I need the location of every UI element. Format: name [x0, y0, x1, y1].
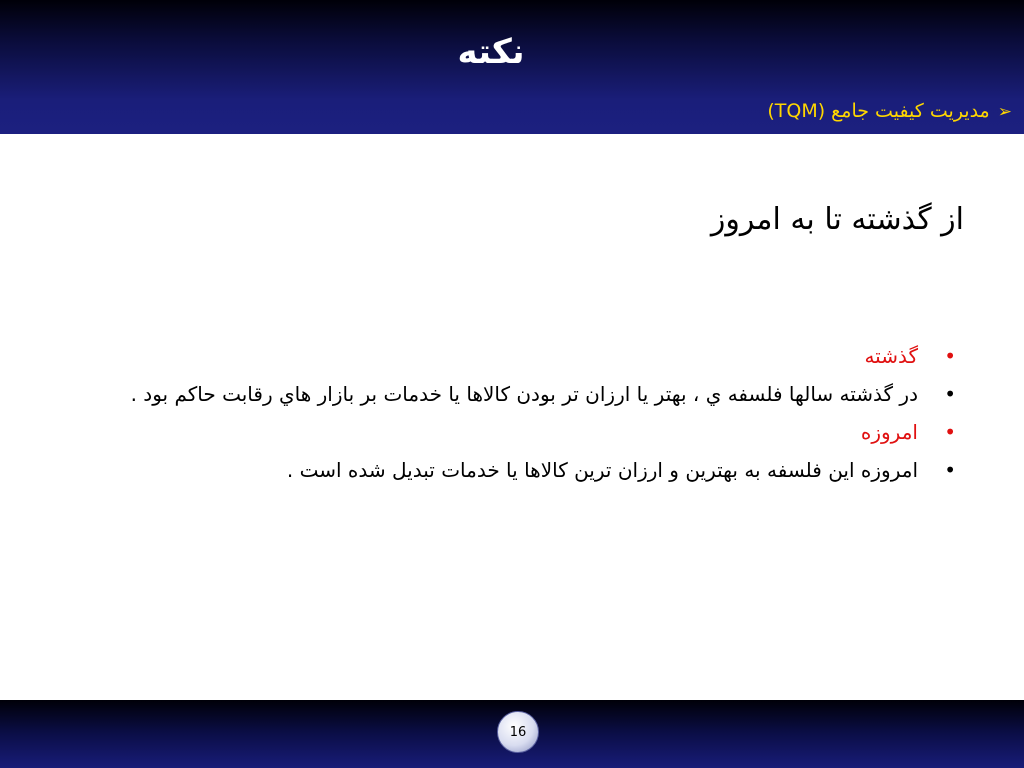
- bullet-item-today-text: [76, 454, 956, 486]
- bullet-item-today-label: [76, 416, 956, 448]
- bullet-text: امروزه: [860, 420, 918, 444]
- slide-subtitle: [767, 100, 1012, 122]
- bullet-dot-icon: •: [944, 420, 956, 444]
- slide-title: نكته: [457, 32, 525, 72]
- bullet-dot-icon: •: [944, 344, 956, 368]
- bullet-text: امروزه اين فلسفه به بهترين و ارزان ترين كالاها يا خدمات تبديل شده است .: [286, 458, 918, 482]
- arrow-bullet-icon: ➢: [997, 102, 1012, 122]
- bullet-dot-icon: •: [944, 458, 956, 482]
- subtitle-text: مديريت كيفيت جامع (TQM): [767, 100, 990, 122]
- page-number-badge: 16: [497, 711, 539, 753]
- bullet-list: [76, 340, 956, 492]
- bullet-item-past-text: [76, 378, 956, 410]
- section-heading: از گذشته تا به امروز: [710, 202, 964, 237]
- bullet-text: در گذشته سالها فلسفه ي ، بهتر يا ارزان تر بودن كالاها يا خدمات بر بازار هاي رقابت حاكم بود .: [130, 382, 918, 406]
- bullet-dot-icon: •: [944, 382, 956, 406]
- header-bar: [0, 0, 1024, 134]
- bullet-item-past-label: [76, 340, 956, 372]
- bullet-text: گذشته: [864, 344, 918, 368]
